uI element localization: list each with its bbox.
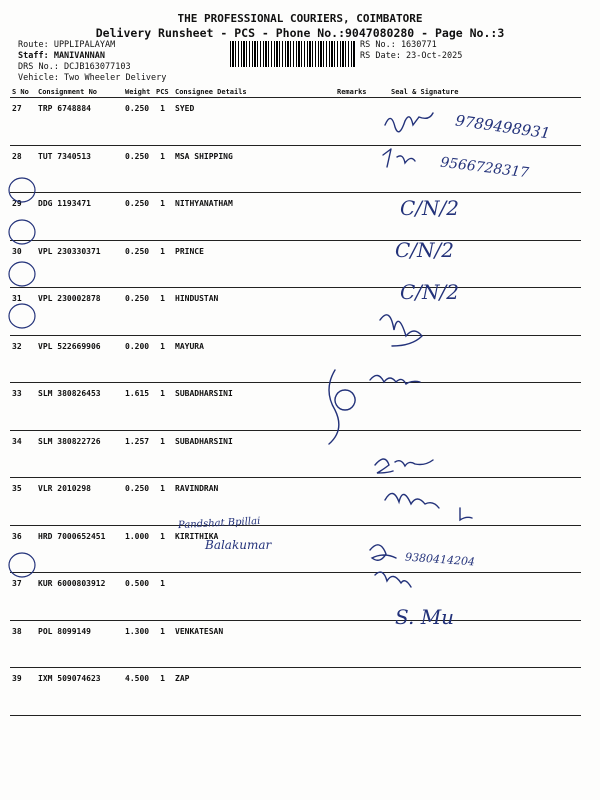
cell-sno: 31 bbox=[10, 288, 36, 336]
cell-consignment-no: VPL 230002878 bbox=[36, 288, 123, 336]
cell-pcs: 1 bbox=[154, 335, 173, 383]
cell-pcs: 1 bbox=[154, 383, 173, 431]
cell-consignment-no: TUT 7340513 bbox=[36, 145, 123, 193]
cell-sno: 29 bbox=[10, 193, 36, 241]
company-title: THE PROFESSIONAL COURIERS, COIMBATORE bbox=[177, 12, 423, 25]
cell-pcs: 1 bbox=[154, 240, 173, 288]
circle-mark-29 bbox=[9, 178, 35, 202]
cell-consignment-no: DDG 1193471 bbox=[36, 193, 123, 241]
col-consignee: Consignee Details bbox=[173, 87, 335, 98]
cell-sno: 32 bbox=[10, 335, 36, 383]
signature-38 bbox=[370, 545, 411, 587]
signature-27 bbox=[385, 113, 433, 132]
cell-consignment-no: VPL 230330371 bbox=[36, 240, 123, 288]
cell-consignment-no: IXM 509074623 bbox=[36, 668, 123, 716]
vehicle-label: Vehicle: Two Wheeler Delivery bbox=[18, 73, 167, 83]
cell-pcs: 1 bbox=[154, 525, 173, 573]
signature-36 bbox=[385, 493, 472, 520]
cell-consignment-no: VLR 2010298 bbox=[36, 478, 123, 526]
cell-pcs: 1 bbox=[154, 478, 173, 526]
cell-pcs: 1 bbox=[154, 668, 173, 716]
rs-date: RS Date: 23-Oct-2025 bbox=[360, 51, 463, 61]
handwritten-sign-29: C/N/2 bbox=[400, 196, 460, 220]
cell-pcs: 1 bbox=[154, 288, 173, 336]
cell-weight: 0.200 bbox=[123, 335, 154, 383]
cell-weight: 0.500 bbox=[123, 573, 154, 621]
handwritten-sign-30: C/N/2 bbox=[395, 238, 455, 262]
cell-sno: 33 bbox=[10, 383, 36, 431]
cell-sno: 39 bbox=[10, 668, 36, 716]
cell-sno: 28 bbox=[10, 145, 36, 193]
cell-consignee: ZAP bbox=[173, 668, 335, 716]
cell-weight: 1.615 bbox=[123, 383, 154, 431]
route-label: Route: UPPLIPALAYAM bbox=[18, 40, 116, 50]
cell-sno: 35 bbox=[10, 478, 36, 526]
cell-consignee: VENKATESAN bbox=[173, 620, 335, 668]
cell-sno: 30 bbox=[10, 240, 36, 288]
handwritten-phone-27: 9789498931 bbox=[454, 111, 552, 143]
signature-28 bbox=[383, 149, 415, 167]
cell-weight: 0.250 bbox=[123, 478, 154, 526]
cell-pcs: 1 bbox=[154, 430, 173, 478]
cell-consignee: SUBADHARSINI bbox=[173, 430, 335, 478]
col-signature: Seal & Signature bbox=[389, 87, 581, 98]
handwritten-phone-38: 9380414204 bbox=[404, 550, 476, 569]
cell-consignee: NITHYANATHAM bbox=[173, 193, 335, 241]
cell-weight: 1.257 bbox=[123, 430, 154, 478]
cell-pcs: 1 bbox=[154, 573, 173, 621]
runsheet-subtitle: Delivery Runsheet - PCS - Phone No.:9047080280 - Page No.:3 bbox=[95, 26, 505, 40]
cell-sno: 36 bbox=[10, 525, 36, 573]
cell-sno: 38 bbox=[10, 620, 36, 668]
cell-weight: 1.300 bbox=[123, 620, 154, 668]
cell-consignee: HINDUSTAN bbox=[173, 288, 335, 336]
cell-consignee: KIRITHIKA bbox=[173, 525, 335, 573]
handwritten-sign-39: S. Mu bbox=[395, 605, 455, 629]
handwritten-name-37a: Pandshat Bpillai bbox=[177, 515, 261, 532]
cell-consignee: RAVINDRAN bbox=[173, 478, 335, 526]
cell-consignee: MSA SHIPPING bbox=[173, 145, 335, 193]
cell-weight: 0.250 bbox=[123, 98, 154, 146]
col-weight: Weight bbox=[123, 87, 154, 98]
cell-consignment-no: POL 8099149 bbox=[36, 620, 123, 668]
cell-weight: 0.250 bbox=[123, 145, 154, 193]
cell-consignee: SYED bbox=[173, 98, 335, 146]
signature-35 bbox=[375, 459, 433, 473]
cell-sno: 34 bbox=[10, 430, 36, 478]
cell-consignment-no: KUR 6000803912 bbox=[36, 573, 123, 621]
cell-pcs: 1 bbox=[154, 620, 173, 668]
cell-weight: 4.500 bbox=[123, 668, 154, 716]
cell-consignee: MAYURA bbox=[173, 335, 335, 383]
circle-mark-32 bbox=[9, 304, 35, 328]
cell-pcs: 1 bbox=[154, 193, 173, 241]
handwritten-name-37b: Balakumar bbox=[205, 538, 272, 552]
drs-label: DRS No.: DCJB163077103 bbox=[18, 62, 131, 72]
cell-sno: 37 bbox=[10, 573, 36, 621]
cell-consignment-no: HRD 7000652451 bbox=[36, 525, 123, 573]
signature-32 bbox=[380, 315, 422, 346]
col-pcs: PCS bbox=[154, 87, 173, 98]
circle-mark-38 bbox=[9, 553, 35, 577]
cell-consignment-no: TRP 6748884 bbox=[36, 98, 123, 146]
col-consignment: Consignment No bbox=[36, 87, 123, 98]
cell-consignee: PRINCE bbox=[173, 240, 335, 288]
handwritten-phone-28: 9566728317 bbox=[439, 154, 530, 182]
rs-number: RS No.: 1630771 bbox=[360, 40, 437, 50]
col-remarks: Remarks bbox=[335, 87, 389, 98]
handwritten-sign-31: C/N/2 bbox=[400, 280, 460, 304]
col-sno: S No bbox=[10, 87, 36, 98]
cell-weight: 0.250 bbox=[123, 288, 154, 336]
cell-weight: 0.250 bbox=[123, 193, 154, 241]
cell-consignment-no: SLM 380826453 bbox=[36, 383, 123, 431]
cell-consignment-no: VPL 522669906 bbox=[36, 335, 123, 383]
circle-mark-31 bbox=[9, 262, 35, 286]
cell-weight: 1.000 bbox=[123, 525, 154, 573]
cell-pcs: 1 bbox=[154, 145, 173, 193]
cell-consignment-no: SLM 380822726 bbox=[36, 430, 123, 478]
circle-mark-30 bbox=[9, 220, 35, 244]
cell-weight: 0.250 bbox=[123, 240, 154, 288]
cell-pcs: 1 bbox=[154, 98, 173, 146]
signature-33-34 bbox=[329, 370, 420, 444]
cell-sno: 27 bbox=[10, 98, 36, 146]
staff-label: Staff: MANIVANNAN bbox=[18, 51, 105, 61]
cell-consignee: SUBADHARSINI bbox=[173, 383, 335, 431]
